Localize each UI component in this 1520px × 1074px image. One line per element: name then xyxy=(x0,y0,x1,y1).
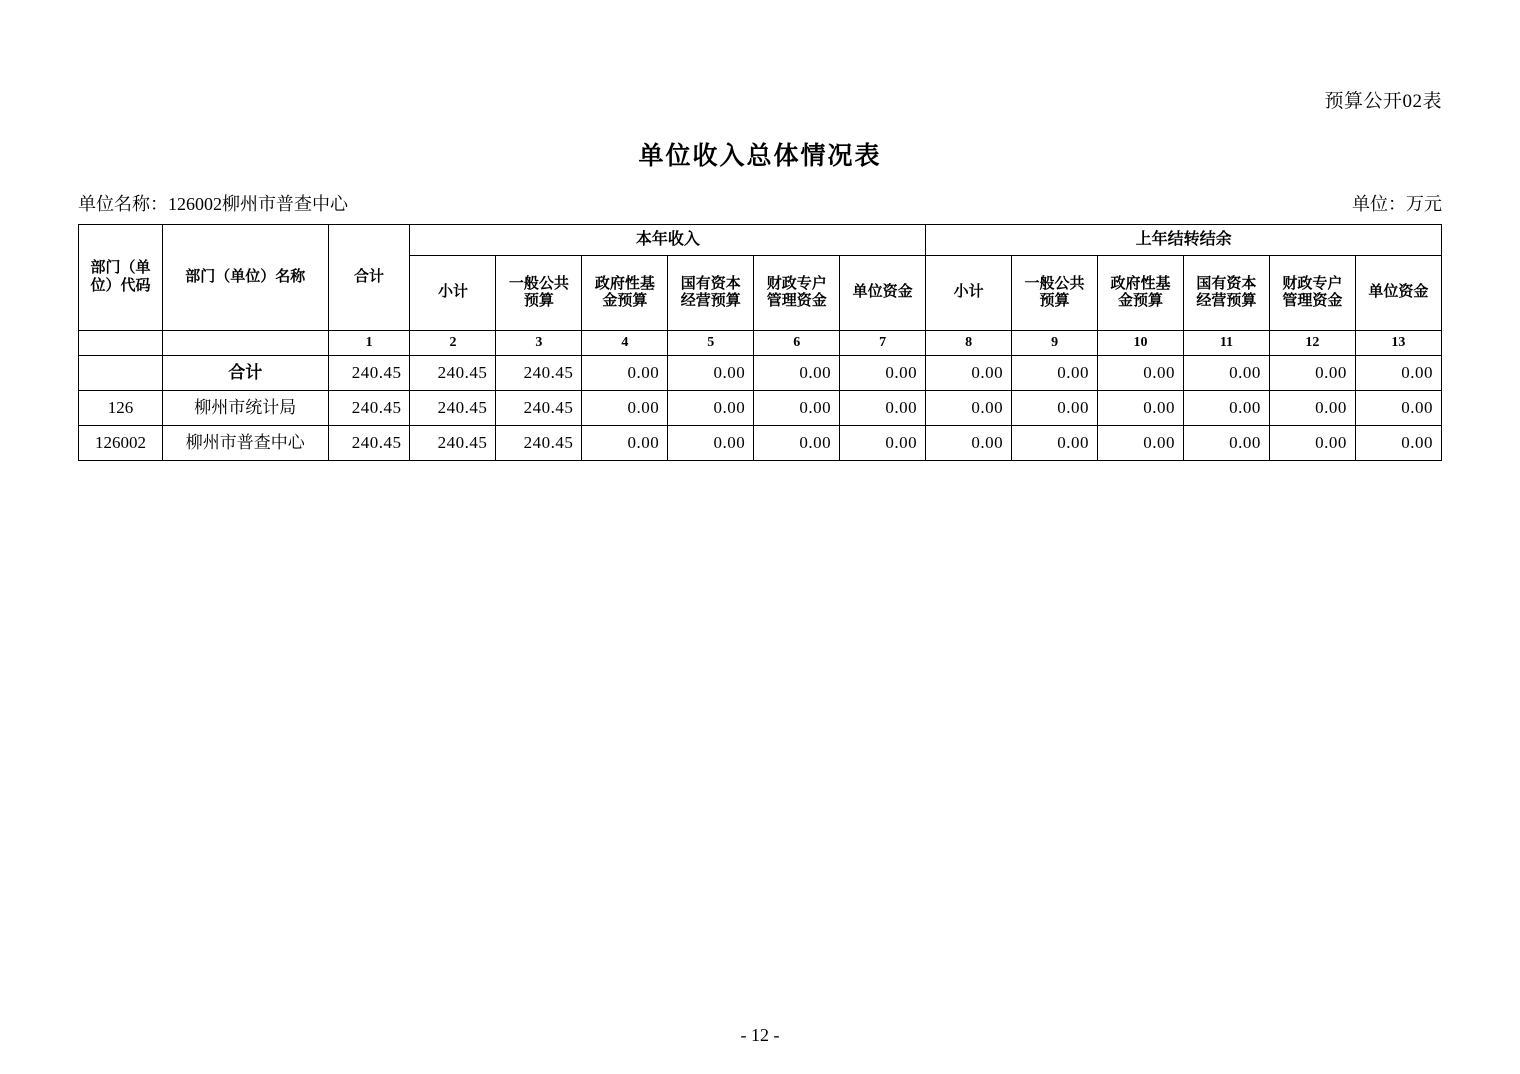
column-header-code-line1: 部门（单 xyxy=(90,260,151,277)
column-header-name: 部门（单位）名称 xyxy=(162,225,328,331)
co-general-public-line2: 预算 xyxy=(1039,293,1070,309)
co-gov-fund-line2: 金预算 xyxy=(1117,293,1163,309)
row-value-1: 240.45 xyxy=(328,356,410,391)
form-tag: 预算公开02表 xyxy=(1324,91,1442,112)
table-row xyxy=(79,391,1442,426)
table-row xyxy=(79,356,1442,391)
column-number-10: 10 xyxy=(1098,331,1184,356)
row-value-11: 0.00 xyxy=(1183,391,1269,426)
cy-general-public-line2: 预算 xyxy=(523,293,554,309)
page-title: 单位收入总体情况表 xyxy=(638,143,882,170)
column-number-12: 12 xyxy=(1269,331,1355,356)
column-header-cy-general-public xyxy=(496,256,582,331)
row-value-6: 0.00 xyxy=(754,391,840,426)
row-code: 126 xyxy=(79,391,163,426)
column-header-co-fiscal-account xyxy=(1269,256,1355,331)
row-value-10: 0.00 xyxy=(1098,356,1184,391)
co-state-capital-line1: 国有资本 xyxy=(1196,275,1257,292)
group-header-current-year: 本年收入 xyxy=(410,225,926,256)
co-fiscal-account-line2: 管理资金 xyxy=(1282,293,1343,309)
row-value-9: 0.00 xyxy=(1012,356,1098,391)
cy-state-capital-line2: 经营预算 xyxy=(680,293,741,309)
column-header-cy-state-capital xyxy=(668,256,754,331)
row-value-8: 0.00 xyxy=(926,426,1012,461)
page-number: - 12 - xyxy=(740,1025,780,1045)
row-code xyxy=(79,356,163,391)
row-name: 柳州市普查中心 xyxy=(162,426,328,461)
column-number-1: 1 xyxy=(328,331,410,356)
row-value-1: 240.45 xyxy=(328,426,410,461)
column-number-13: 13 xyxy=(1355,331,1441,356)
cy-gov-fund-line2: 金预算 xyxy=(602,293,648,309)
row-value-4: 0.00 xyxy=(582,356,668,391)
column-number-7: 7 xyxy=(840,331,926,356)
row-value-9: 0.00 xyxy=(1012,426,1098,461)
row-value-10: 0.00 xyxy=(1098,426,1184,461)
row-value-8: 0.00 xyxy=(926,356,1012,391)
row-value-2: 240.45 xyxy=(410,356,496,391)
row-value-11: 0.00 xyxy=(1183,426,1269,461)
row-value-2: 240.45 xyxy=(410,391,496,426)
income-summary-table xyxy=(78,224,1442,461)
cy-state-capital-line1: 国有资本 xyxy=(680,275,741,292)
column-number-6: 6 xyxy=(754,331,840,356)
column-header-cy-subtotal: 小计 xyxy=(410,256,496,331)
row-value-1: 240.45 xyxy=(328,391,410,426)
table-group-header-row xyxy=(79,225,1442,256)
row-value-12: 0.00 xyxy=(1269,356,1355,391)
cy-gov-fund-line1: 政府性基 xyxy=(594,275,655,292)
row-value-5: 0.00 xyxy=(668,391,754,426)
column-header-cy-fiscal-account xyxy=(754,256,840,331)
row-value-4: 0.00 xyxy=(582,426,668,461)
row-value-10: 0.00 xyxy=(1098,391,1184,426)
column-header-co-subtotal: 小计 xyxy=(926,256,1012,331)
row-name: 合计 xyxy=(162,356,328,391)
row-value-6: 0.00 xyxy=(754,426,840,461)
co-gov-fund-line1: 政府性基 xyxy=(1110,275,1171,292)
column-number-5: 5 xyxy=(668,331,754,356)
row-value-8: 0.00 xyxy=(926,391,1012,426)
row-value-12: 0.00 xyxy=(1269,391,1355,426)
column-number-9: 9 xyxy=(1012,331,1098,356)
co-state-capital-line2: 经营预算 xyxy=(1196,293,1257,309)
row-name: 柳州市统计局 xyxy=(162,391,328,426)
row-value-6: 0.00 xyxy=(754,356,840,391)
row-value-13: 0.00 xyxy=(1355,391,1441,426)
row-value-13: 0.00 xyxy=(1355,426,1441,461)
row-value-11: 0.00 xyxy=(1183,356,1269,391)
column-number-2: 2 xyxy=(410,331,496,356)
row-value-7: 0.00 xyxy=(840,426,926,461)
row-value-5: 0.00 xyxy=(668,426,754,461)
co-fiscal-account-line1: 财政专户 xyxy=(1282,275,1343,292)
column-header-code xyxy=(79,225,163,331)
row-value-12: 0.00 xyxy=(1269,426,1355,461)
cy-fiscal-account-line1: 财政专户 xyxy=(766,275,827,292)
cy-general-public-line1: 一般公共 xyxy=(508,275,569,292)
column-header-co-gov-fund xyxy=(1098,256,1184,331)
amount-unit-label: 单位：万元 xyxy=(1352,194,1442,214)
column-header-code-line2: 位）代码 xyxy=(90,277,151,294)
column-header-cy-gov-fund xyxy=(582,256,668,331)
table-row xyxy=(79,426,1442,461)
column-header-cy-unit-funds: 单位资金 xyxy=(840,256,926,331)
meta-row xyxy=(78,190,1442,216)
row-value-3: 240.45 xyxy=(496,356,582,391)
row-code: 126002 xyxy=(79,426,163,461)
row-value-9: 0.00 xyxy=(1012,391,1098,426)
row-value-7: 0.00 xyxy=(840,356,926,391)
table-column-number-row xyxy=(79,331,1442,356)
column-header-total: 合计 xyxy=(328,225,410,331)
cy-fiscal-account-line2: 管理资金 xyxy=(766,293,827,309)
row-value-4: 0.00 xyxy=(582,391,668,426)
row-value-13: 0.00 xyxy=(1355,356,1441,391)
column-header-co-general-public xyxy=(1012,256,1098,331)
column-number-blank-name xyxy=(162,331,328,356)
row-value-7: 0.00 xyxy=(840,391,926,426)
row-value-5: 0.00 xyxy=(668,356,754,391)
column-number-blank-code xyxy=(79,331,163,356)
unit-name-label: 单位名称：126002柳州市普查中心 xyxy=(78,194,348,214)
row-value-3: 240.45 xyxy=(496,391,582,426)
column-header-co-unit-funds: 单位资金 xyxy=(1355,256,1441,331)
column-header-co-state-capital xyxy=(1183,256,1269,331)
co-general-public-line1: 一般公共 xyxy=(1024,275,1085,292)
column-number-4: 4 xyxy=(582,331,668,356)
row-value-2: 240.45 xyxy=(410,426,496,461)
column-number-11: 11 xyxy=(1183,331,1269,356)
column-number-8: 8 xyxy=(926,331,1012,356)
group-header-carryover: 上年结转结余 xyxy=(926,225,1442,256)
row-value-3: 240.45 xyxy=(496,426,582,461)
column-number-3: 3 xyxy=(496,331,582,356)
